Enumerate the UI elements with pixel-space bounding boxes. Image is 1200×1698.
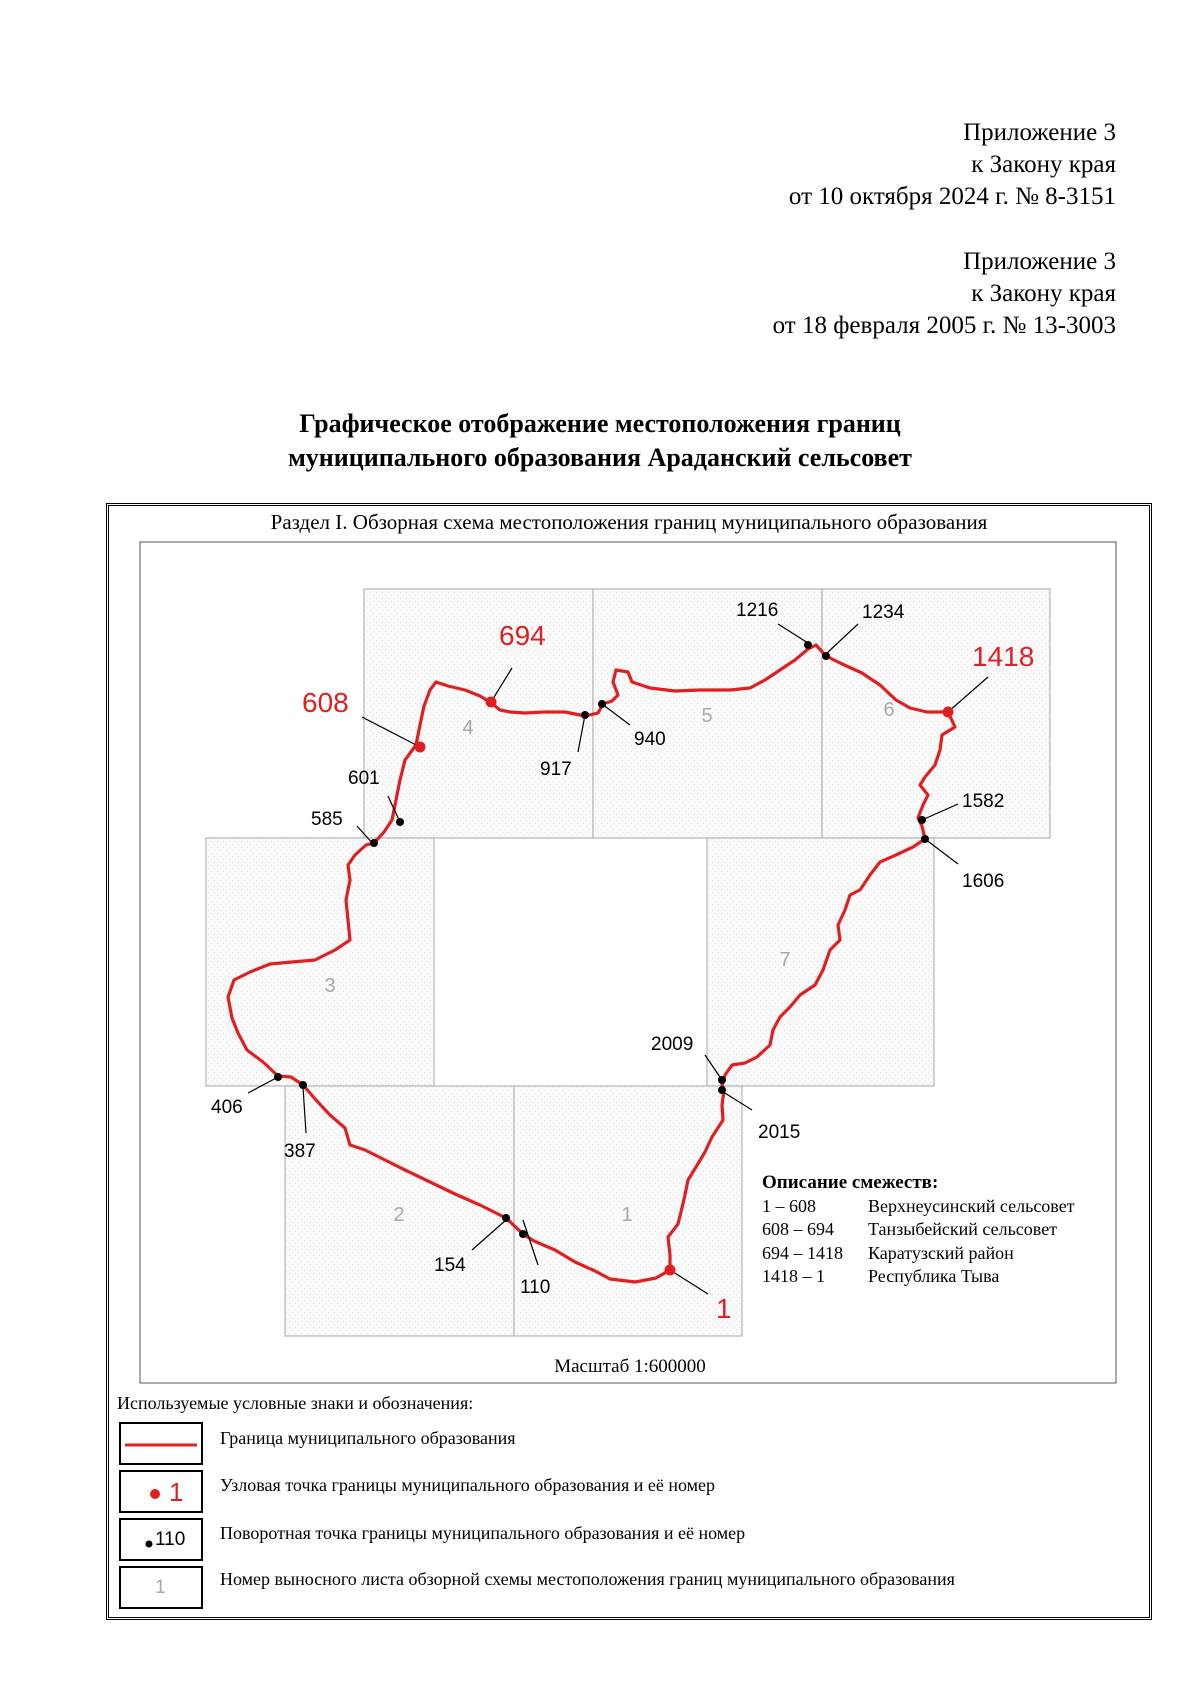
node-point-608: [415, 742, 426, 753]
title-line-1: Графическое отображение местоположения границ: [299, 409, 901, 438]
sheet-label: 3: [324, 975, 336, 997]
sheet-label: 7: [779, 949, 791, 971]
adjacency-row: [762, 1218, 1075, 1242]
adjacency-title: Описание смежеств:: [762, 1172, 939, 1193]
turn-point-110: [519, 1230, 527, 1238]
turn-label-601: 601: [348, 768, 380, 789]
turn-label-1606: 1606: [962, 871, 1005, 892]
legend-text-turn-point: Поворотная точка границы муниципального образования и её номер: [220, 1523, 746, 1543]
sheet-label: 1: [621, 1204, 633, 1226]
section-title: Раздел I. Обзорная схема местоположения границ муниципального образования: [270, 510, 988, 534]
turn-label-940: 940: [634, 729, 666, 750]
legend-symbol-turn-point: [119, 1518, 203, 1561]
adjacency-range: 694 – 1418: [762, 1242, 843, 1263]
turn-point-940: [598, 700, 606, 708]
title-line-2: муниципального образования Араданский сельсовет: [288, 443, 912, 472]
turn-label-1216: 1216: [736, 600, 779, 621]
adjacency-row: [762, 1195, 1075, 1219]
node-label-1418: 1418: [972, 641, 1035, 672]
node-label-694: 694: [499, 620, 546, 651]
turn-label-110: 110: [520, 1277, 551, 1298]
sheet-7: [707, 838, 934, 1086]
turn-label-2009: 2009: [651, 1034, 694, 1055]
adjacency-range: 1418 – 1: [762, 1266, 825, 1286]
adjacency-name: Танзыбейский сельсовет: [868, 1219, 1058, 1239]
adjacency-range: 1 – 608: [762, 1195, 816, 1216]
adjacency-row: [762, 1242, 1075, 1266]
map-scale: Масштаб 1:600000: [554, 1356, 706, 1377]
adjacency-name: Республика Тыва: [868, 1266, 1000, 1286]
legend-text-boundary: Граница муниципального образования: [220, 1428, 516, 1448]
legend-symbol-node-point: [119, 1470, 203, 1513]
header-law-line: к Закону края: [971, 151, 1116, 178]
turn-point-601: [396, 818, 404, 826]
turn-point-1216: [804, 641, 812, 649]
adjacency-range: 608 – 694: [762, 1219, 834, 1239]
turn-label-154: 154: [434, 1255, 466, 1276]
header-annex-line: Приложение 3: [963, 248, 1116, 275]
turn-label-406: 406: [211, 1097, 243, 1118]
node-point-1: [665, 1265, 676, 1276]
turn-point-154: [502, 1214, 510, 1222]
turn-label-585: 585: [311, 809, 343, 830]
node-point-1418: [943, 707, 954, 718]
sheet-3: [206, 838, 434, 1086]
legend-title: Используемые условные знаки и обозначения:: [117, 1393, 474, 1413]
header-date-line: от 10 октября 2024 г. № 8-3151: [788, 183, 1116, 210]
adjacency-row: [762, 1265, 1075, 1289]
node-point-694: [486, 697, 497, 708]
turn-point-2009: [718, 1076, 726, 1084]
adjacency-name: Каратузский район: [868, 1242, 1014, 1263]
legend-turn-sample: 110: [155, 1529, 186, 1550]
turn-point-1234: [822, 652, 830, 660]
turn-label-1234: 1234: [862, 602, 905, 623]
node-label-1: 1: [716, 1293, 732, 1324]
sheet-label: 2: [393, 1204, 405, 1226]
turn-label-1582: 1582: [962, 791, 1005, 812]
legend-text-sheet-number: Номер выносного листа обзорной схемы местоположения границ муниципального образования: [220, 1569, 955, 1589]
header-annex-line: Приложение 3: [963, 119, 1116, 146]
turn-point-2015: [718, 1086, 726, 1094]
turn-point-406: [274, 1073, 282, 1081]
turn-label-917: 917: [540, 759, 572, 780]
sheet-label: 5: [701, 705, 713, 727]
turn-point-1606: [921, 835, 929, 843]
turn-point-387: [299, 1081, 307, 1089]
header-law-line: к Закону края: [971, 280, 1116, 307]
node-label-608: 608: [302, 687, 349, 718]
legend-symbol-sheet-number: [119, 1566, 203, 1609]
legend-text-node-point: Узловая точка границы муниципального образования и её номер: [220, 1475, 716, 1495]
adjacency-description: [762, 1171, 1075, 1289]
turn-label-387: 387: [284, 1141, 316, 1162]
sheet-label: 6: [883, 699, 895, 721]
header-date-line: от 18 февраля 2005 г. № 13-3003: [772, 312, 1116, 339]
turn-label-2015: 2015: [758, 1122, 801, 1143]
legend-symbol-boundary: [119, 1422, 203, 1465]
turn-point-585: [370, 839, 378, 847]
turn-point-917: [581, 711, 589, 719]
legend-node-sample: 1: [169, 1477, 184, 1507]
legend-sheet-sample: 1: [155, 1577, 166, 1598]
adjacency-name: Верхнеусинский сельсовет: [868, 1195, 1075, 1216]
sheet-label: 4: [462, 717, 474, 739]
turn-point-1582: [918, 816, 926, 824]
